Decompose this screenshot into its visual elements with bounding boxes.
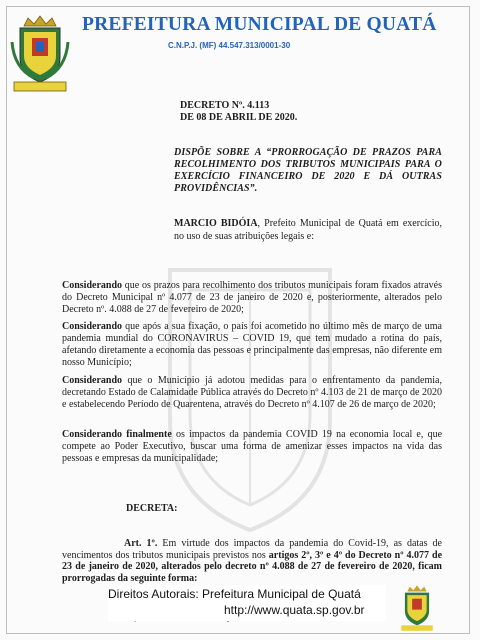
consideration-2: Considerando que após a sua fixação, o país foi acometido no último mês de março de uma pandemia mundial do CORONAVIRUS – COVID 19, que tem mudado a rotina do país, afetando diretamente a economia das pessoas e principalmente das empresas, não diferente em nosso Município; [62,321,442,368]
article-1: Art. 1º. Em virtude dos impactos da pandemia do Covid-19, as datas de vencimentos dos tributos municipais previstos nos artigos 2º, 3º e 4º do Decreto nº 4.077 de 23 de janeiro de 2020, alterados pelo decreto nº 4.088 de 27 de fevereiro de 2020, ficam prorrogadas da seguinte forma: [62,538,443,584]
header-title: PREFEITURA MUNICIPAL DE QUATÁ [82,14,437,35]
consideration-4: Considerando finalmente os impactos da pandemia COVID 19 na economia local e, que compete ao Poder Executivo, buscar uma forma de amenizar esses impactos na vida das pessoas e empresas da municipalidade; [62,429,443,464]
mayor-name: MARCIO BIDÓIA [174,218,258,229]
decreta-heading: DECRETA: [126,503,178,514]
decree-number: DECRETO Nº. 4.113 [180,100,270,111]
consideration-3: Considerando que o Município já adotou medidas para o enfrentamento da pandemia, decretando Estado de Calamidade Pública através do Decreto nº 4.103 de 21 de março de 2020 e estabelecendo Período de Quarentena, através do Decreto nº 4.107 de 26 de março de 2020; [62,375,442,410]
header-cnpj: C.N.P.J. (MF) 44.547.313/0001-30 [168,41,291,50]
copyright-text: Direitos Autorais: Prefeitura Municipal de Quatá [108,587,361,601]
decree-summary: DISPÕE SOBRE A “PRORROGAÇÃO DE PRAZOS PARA RECOLHIMENTO DOS TRIBUTOS MUNICIPAIS PARA O EXERCÍCIO FINANCEIRO DE 2020 E DÁ OUTRAS PROVIDÊNCIAS”. [174,147,442,194]
decree-date: DE 08 DE ABRIL DE 2020. [180,112,298,123]
article-1-label: Art. 1º. [124,538,158,549]
mayor-text: , Prefeito Municipal de Quatá em exercício, no uso de suas atribuições legais e: [174,218,443,242]
footer-crest-icon [398,583,436,635]
coat-of-arms-icon [10,12,70,98]
mayor-paragraph [174,218,442,243]
site-url-link[interactable]: http://www.quata.sp.gov.br [224,603,365,617]
consideration-1: Considerando que os prazos para recolhimento dos tributos municipais foram fixados através do Decreto Municipal nº 4.077 de 23 de janeiro de 2020 e, posteriormente, alterados pelo Decreto nº. 4.088 de 27 de fevereiro de 2020; [62,280,442,315]
